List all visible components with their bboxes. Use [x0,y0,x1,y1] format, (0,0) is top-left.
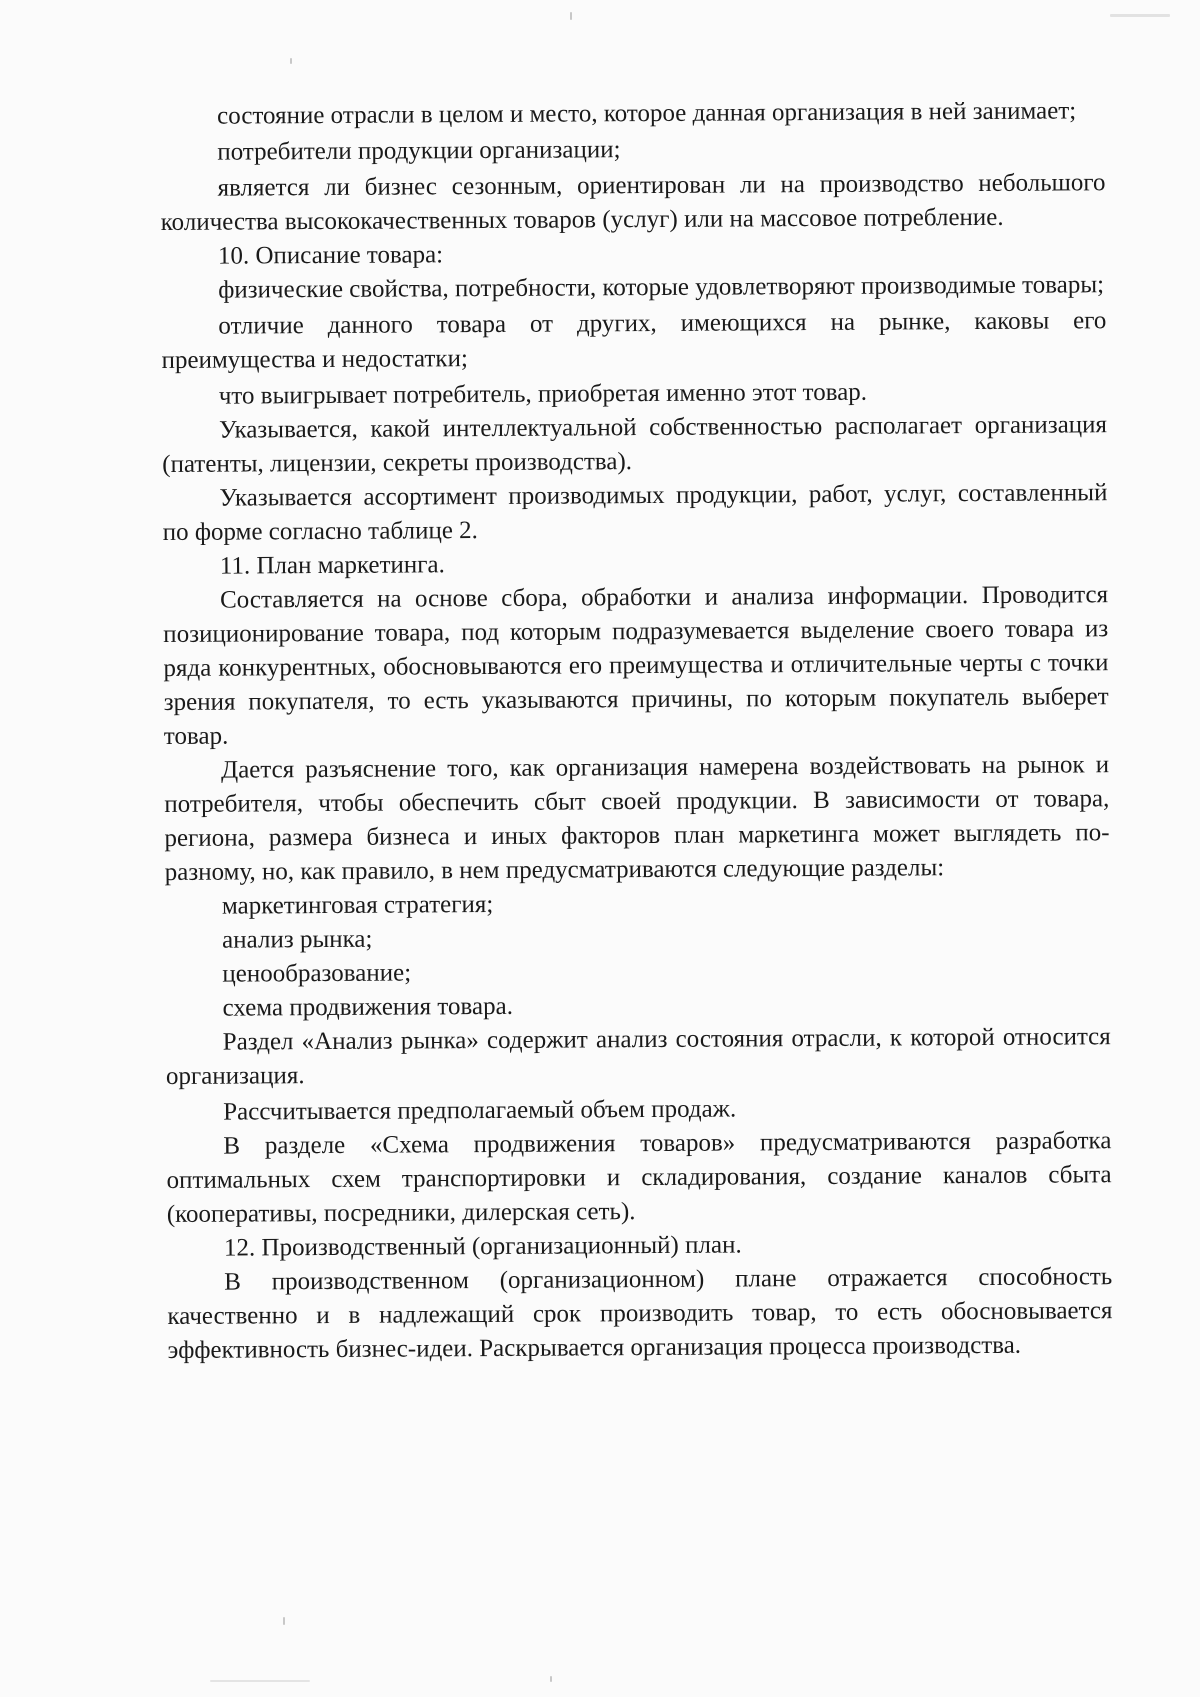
document-body [160,94,1113,1368]
list-item: анализ рынка; [222,925,373,954]
scan-artifact [550,1676,552,1682]
paragraph: что выигрывает потребитель, приобретая именно этот товар. [218,378,868,410]
paragraph: Рассчитывается предполагаемый объем продаж. [223,1095,737,1126]
list-item: ценообразование; [222,959,412,988]
paragraph: является ли бизнес сезонным, ориентирован ли на производство небольшого количества высококачественных товаров (услуг) или на массовое потребление. [160,169,1106,236]
paragraph: Указывается, какой интеллектуальной собственностью располагает организация (патенты, лицензии, секреты производства). [162,411,1108,478]
paragraph: Составляется на основе сбора, обработки и анализа информации. Проводится позиционирование товара, под которым подразумевается выделение своего товара из ряда конкурентных, обосновываются его преимущества и отличительные черты с точки зрения покупателя, то есть указываются причины, по которым покупатель выберет товар. [163,581,1109,750]
paragraph: Дается разъяснение того, как организация намерена воздействовать на рынок и потребителя, чтобы обеспечить сбыт своей продукции. В зависимости от товара, региона, размера бизнеса и иных факторов план маркетинга может выглядеть по-разному, но, как правило, в нем предусматриваются следующие разделы: [164,751,1110,886]
section-heading: 11. План маркетинга. [219,551,445,580]
scan-artifact [210,1680,310,1682]
section-heading: 10. Описание товара: [217,241,444,270]
paragraph: В разделе «Схема продвижения товаров» предусматриваются разработка оптимальных схем транспортировки и складирования, создание каналов сбыта (кооперативы, посредники, дилерская сеть). [166,1127,1112,1228]
paragraph: Раздел «Анализ рынка» содержит анализ состояния отрасли, к которой относится организация. [165,1023,1111,1090]
scan-artifact [570,12,572,20]
list-item: схема продвижения товара. [222,992,513,1022]
paragraph: Указывается ассортимент производимых продукции, работ, услуг, составленный по форме согласно таблице 2. [162,479,1108,546]
scan-artifact [283,1617,285,1625]
list-item: маркетинговая стратегия; [221,890,494,920]
paragraph: отличие данного товара от других, имеющихся на рынке, каковы его преимущества и недостатки; [161,307,1107,374]
paragraph: состояние отрасли в целом и место, которое данная организация в ней занимает; [217,97,1077,130]
scan-artifact [1110,14,1170,17]
paragraph: физические свойства, потребности, которые удовлетворяют производимые товары; [218,271,1105,304]
paragraph: потребители продукции организации; [217,136,621,166]
paragraph: В производственном (организационном) плане отражается способность качественно и в надлежащий срок производить товар, то есть обосновывается эффективность бизнес-идеи. Раскрывается организация процесса производства. [167,1263,1113,1364]
scan-artifact [290,58,292,64]
section-heading: 12. Производственный (организационный) план. [223,1231,742,1262]
